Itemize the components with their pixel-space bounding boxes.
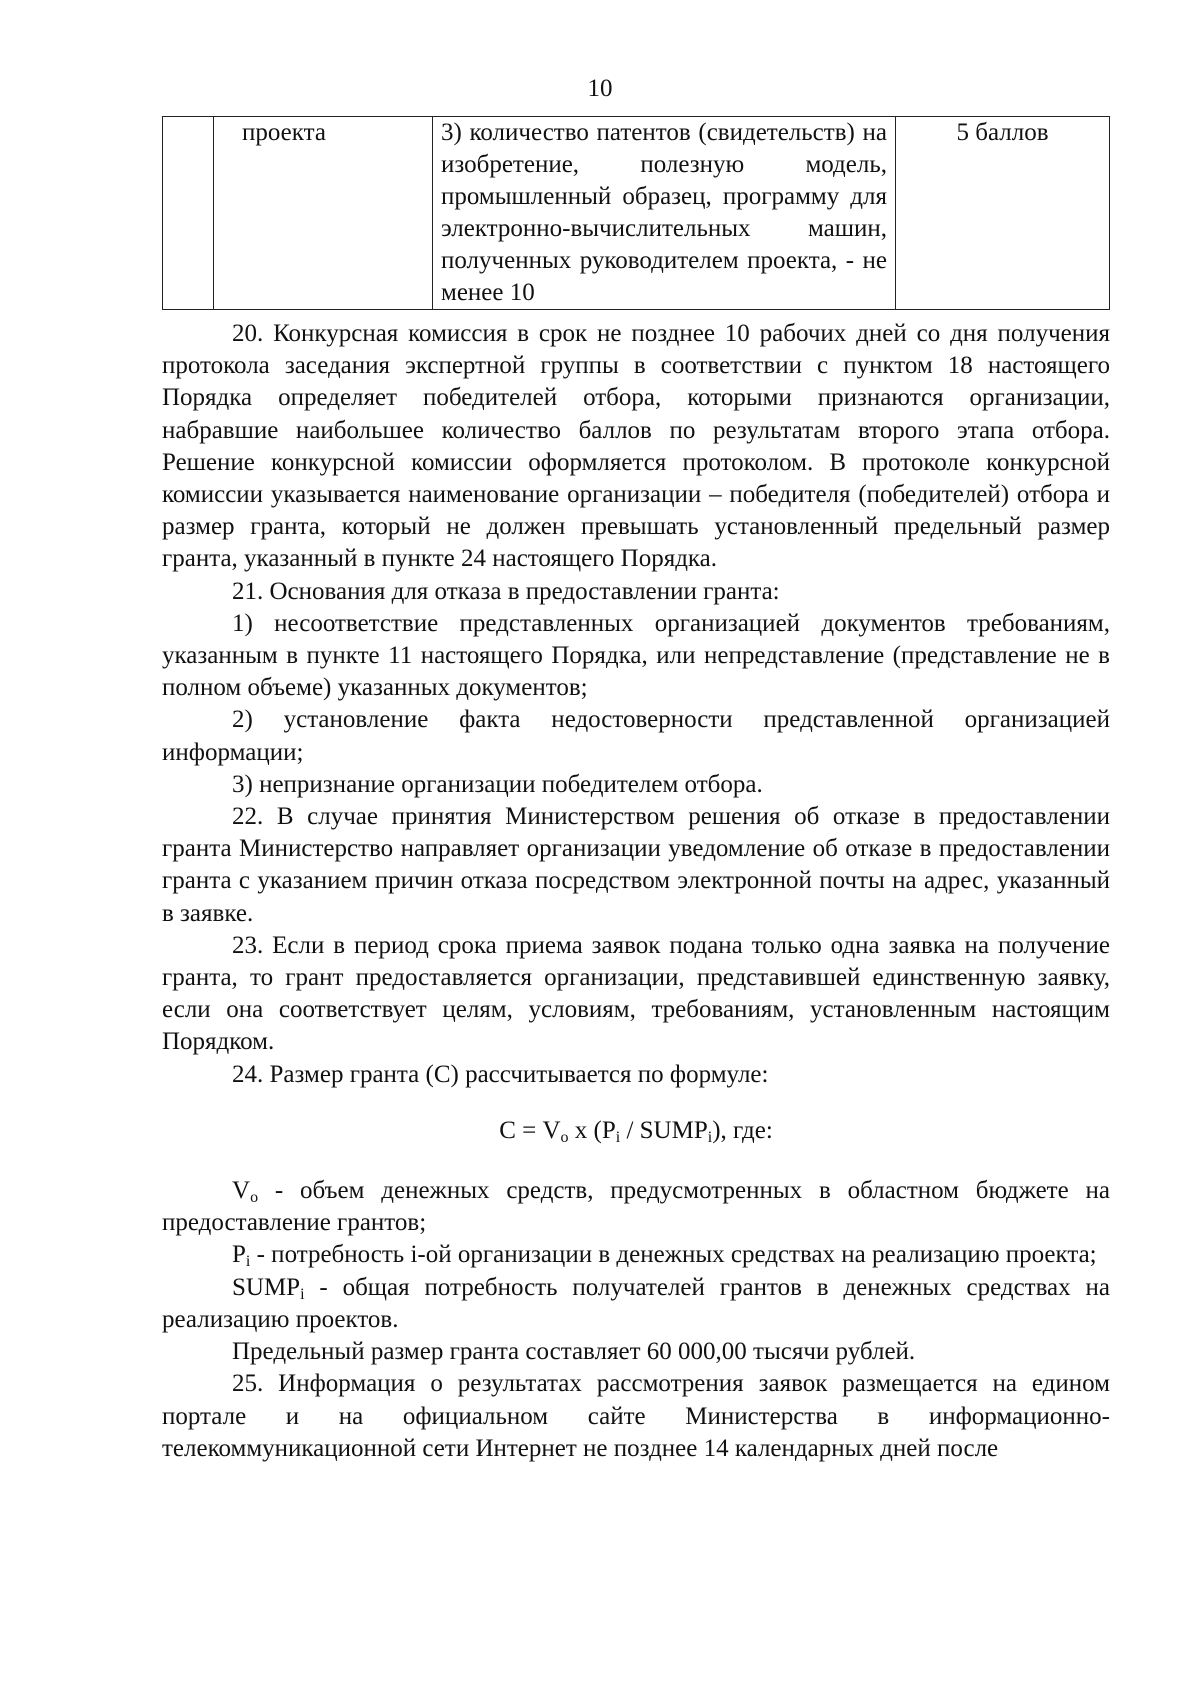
table-cell-score: 5 баллов: [896, 117, 1110, 310]
table-cell-indicator: 3) количество патентов (свидетельств) на изобретение, полезную модель, промышленный образец, программу для электронно-вычислительных машин, полученных руководителем проекта, - не менее 10: [433, 117, 896, 310]
formula-part: / SUMP: [620, 1116, 708, 1144]
paragraph-24: 24. Размер гранта (С) рассчитывается по формуле:: [232, 1060, 769, 1088]
definition-text: - общая потребность получателей грантов в денежных средствах на реализацию проектов.: [162, 1273, 1110, 1333]
definition-text: - потребность i-ой организации в денежных средствах на реализацию проекта;: [250, 1241, 1097, 1269]
document-body: [162, 318, 1110, 1465]
paragraph-20: 20. Конкурсная комиссия в срок не позднее 10 рабочих дней со дня получения протокола заседания экспертной группы в соответствии с пунктом 18 настоящего Порядка определяет победителей отбора, которыми признаются организации, набравшие наибольшее количество баллов по результатам второго этапа отбора. Решение конкурсной комиссии оформляется протоколом. В протоколе конкурсной комиссии указывается наименование организации – победителя (победителей) отбора и размер гранта, который не должен превышать установленный предельный размер гранта, указанный в пункте 24 настоящего Порядка.: [162, 320, 1110, 573]
paragraph-22: 22. В случае принятия Министерством решения об отказе в предоставлении гранта Министерство направляет организации уведомление об отказе в предоставлении гранта с указанием причин отказа посредством электронной почты на адрес, указанный в заявке.: [162, 803, 1110, 927]
paragraph-21: 21. Основания для отказа в предоставлении гранта:: [232, 577, 780, 605]
definition-subscript: i: [300, 1285, 305, 1303]
formula-part: ), где:: [712, 1116, 773, 1144]
formula-part: x (P: [568, 1116, 616, 1144]
formula-subscript: i: [615, 1128, 621, 1146]
grant-limit: Предельный размер гранта составляет 60 000,00 тысячи рублей.: [232, 1338, 916, 1366]
criteria-table: [162, 116, 1110, 310]
definition-subscript: i: [245, 1253, 251, 1271]
formula-subscript: i: [707, 1128, 713, 1146]
definition-pi: [162, 1239, 1110, 1271]
paragraph-21-item-2: 2) установление факта недостоверности представленной организацией информации;: [162, 706, 1110, 766]
formula-part: С = V: [499, 1116, 561, 1144]
definition-v0: [162, 1175, 1110, 1239]
table-row: [163, 117, 1110, 310]
definition-symbol: SUMP: [232, 1273, 301, 1301]
definition-symbol: V: [232, 1177, 251, 1205]
table-cell-criterion: проекта: [214, 117, 433, 310]
paragraph-21-item-1: 1) несоответствие представленных организацией документов требованиям, указанным в пункте 11 настоящего Порядка, или непредставление (представление не в полном объеме) указанных документов;: [162, 609, 1110, 702]
grant-formula: [162, 1115, 1110, 1147]
page-number: 10: [587, 75, 613, 102]
definition-subscript: o: [250, 1189, 259, 1207]
definition-text: - объем денежных средств, предусмотренных в областном бюджете на предоставление грантов;: [162, 1177, 1110, 1237]
formula-subscript: o: [560, 1128, 569, 1146]
definition-sumpi: [162, 1272, 1110, 1336]
paragraph-23: 23. Если в период срока приема заявок подана только одна заявка на получение гранта, то грант предоставляется организации, представившей единственную заявку, если она соответствует целям, условиям, требованиям, установленным настоящим Порядком.: [162, 931, 1110, 1056]
paragraph-25: 25. Информация о результатах рассмотрения заявок размещается на едином портале и на официальном сайте Министерства в информационно-телекоммуникационной сети Интернет не позднее 14 календарных дней после: [162, 1370, 1110, 1462]
table-cell-number: [163, 117, 214, 310]
paragraph-21-item-3: 3) непризнание организации победителем отбора.: [232, 770, 763, 798]
definition-symbol: P: [232, 1241, 246, 1269]
